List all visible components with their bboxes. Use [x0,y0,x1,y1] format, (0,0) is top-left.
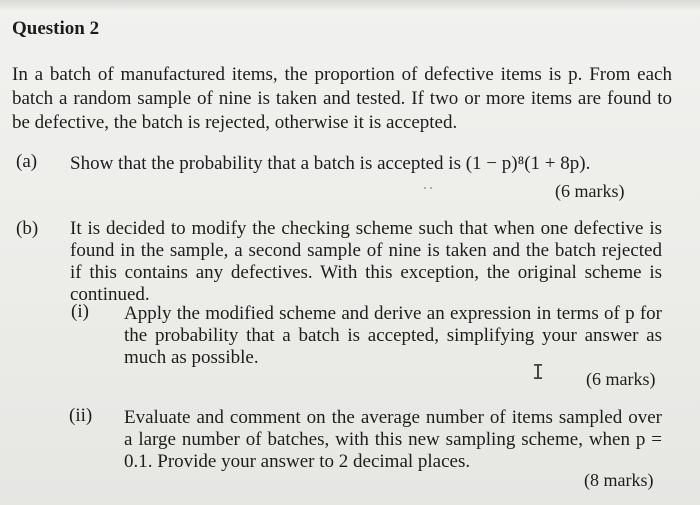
part-b-label: (b) [16,218,39,239]
part-a-marks: (6 marks) [555,181,625,201]
part-b-ii-marks: (8 marks) [584,470,654,490]
part-b-i-marks: (6 marks) [586,369,656,389]
part-b-text: It is decided to modify the checking scheme such that when one defective is found in the sample, a second sample of nine is taken and the batch rejected if this contains any defectives. With this exception, the original scheme is continued. [70,218,662,305]
question-title: Question 2 [12,18,100,39]
part-a-text: Show that the probability that a batch is accepted is (1 − p)⁸(1 + 8p). [70,153,591,174]
question-intro: In a batch of manufactured items, the proportion of defective items is p. From each batch a random sample of nine is taken and tested. If two or more items are found to be defective, the batch is rejected, otherwise it is accepted. [12,64,672,133]
part-b-i-label: (i) [71,301,89,322]
speck [430,187,432,189]
part-b-i-text: Apply the modified scheme and derive an expression in terms of p for the probability that a batch is accepted, simplifying your answer as much as possible. [124,303,662,368]
speck [424,187,426,189]
part-a-label: (a) [16,151,38,172]
page-top-edge [0,0,700,10]
part-b-ii-text: Evaluate and comment on the average number of items sampled over a large number of batches, with this new sampling scheme, when p = 0.1. Provide your answer to 2 decimal places. [124,407,662,472]
text-cursor-icon: I [532,360,545,384]
part-b-ii-label: (ii) [69,405,93,426]
